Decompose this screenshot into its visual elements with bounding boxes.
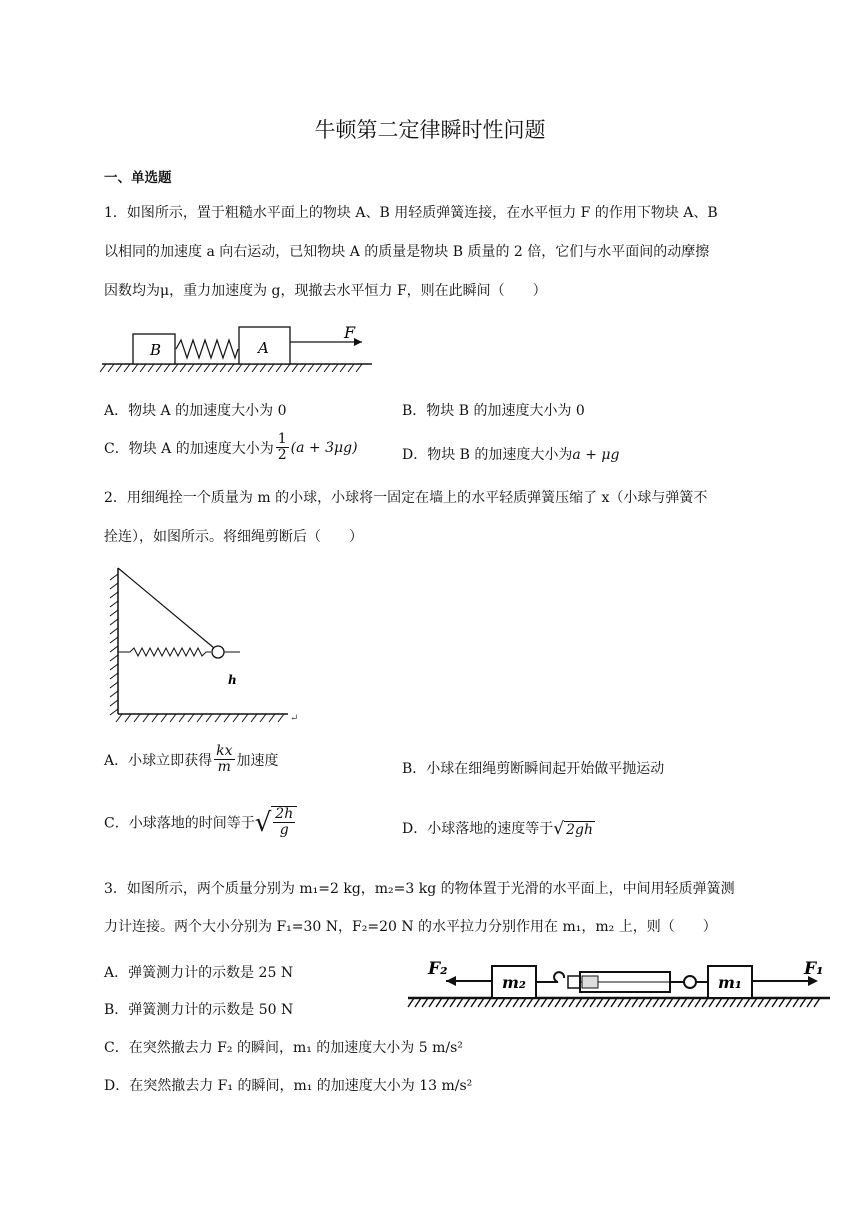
- label-m1: m₁: [718, 973, 742, 992]
- hatch-line: [110, 628, 118, 634]
- fraction-numerator: kx: [216, 743, 233, 759]
- q1-stem-line3: 因数均为μ，重力加速度为 g，现撤去水平恒力 F，则在此瞬间（ ）: [104, 283, 547, 299]
- hatch-line: [152, 714, 158, 722]
- hatch-line: [212, 364, 218, 372]
- sqrt-sign: √ $\frac{2h}{g}$: [255, 806, 298, 839]
- q1-option-d: [402, 444, 619, 464]
- hatch-line: [188, 364, 194, 372]
- fraction-denominator: g: [279, 822, 289, 839]
- hatch-line: [251, 714, 257, 722]
- hatch-line: [471, 998, 477, 1007]
- hatch-line: [632, 998, 638, 1007]
- q2-stem-line2: 拴连），如图所示。将细绳剪断后（ ）: [104, 529, 363, 545]
- return-mark: ↵: [290, 713, 299, 724]
- hatch-line: [132, 364, 138, 372]
- hatch-line: [110, 601, 118, 607]
- q1-option-b: B．物块 B 的加速度大小为 0: [402, 403, 585, 419]
- hatch-line: [779, 998, 785, 1007]
- hatch-line: [268, 364, 274, 372]
- hatch-line: [744, 998, 750, 1007]
- hatch-line: [148, 364, 154, 372]
- hatch-line: [534, 998, 540, 1007]
- hatch-line: [116, 714, 122, 722]
- hatch-line: [143, 714, 149, 722]
- q1-stem-line2: 以相同的加速度 a 向右运动，已知物块 A 的质量是物块 B 质量的 2 倍，它们与水平面间的动摩擦: [104, 244, 710, 260]
- hatch-line: [786, 998, 792, 1007]
- hatch-line: [134, 714, 140, 722]
- label-f: F: [344, 323, 356, 342]
- hatch-line: [269, 714, 275, 722]
- hatch-line: [110, 619, 118, 625]
- hatch-line: [188, 714, 194, 722]
- label-b: B: [150, 341, 162, 359]
- q2-figure-wall-spring-ball: [100, 560, 310, 730]
- hatch-line: [415, 998, 421, 1007]
- scale-pointer: [582, 976, 598, 988]
- hatch-line: [233, 714, 239, 722]
- hatch-line: [590, 998, 596, 1007]
- hatch-line: [228, 364, 234, 372]
- hatch-line: [292, 364, 298, 372]
- q3-option-a: A．弹簧测力计的示数是 25 N: [104, 965, 294, 981]
- q2-option-a-post: 加速度: [236, 752, 279, 769]
- hatch-line: [124, 364, 130, 372]
- hatch-line: [688, 998, 694, 1007]
- q2-option-c: [104, 806, 297, 839]
- hatch-line: [436, 998, 442, 1007]
- hatch-line: [179, 714, 185, 722]
- hatch-line: [772, 998, 778, 1007]
- hatch-line: [196, 364, 202, 372]
- hatch-line: [408, 998, 414, 1007]
- hatch-line: [340, 364, 346, 372]
- hatch-line: [597, 998, 603, 1007]
- hatch-line: [716, 998, 722, 1007]
- hatch-line: [276, 364, 282, 372]
- hook-curve: [554, 972, 564, 982]
- hatch-line: [300, 364, 306, 372]
- fraction-denominator: m: [217, 759, 231, 776]
- hatch-line: [110, 583, 118, 589]
- hatch-line: [180, 364, 186, 372]
- page-title: 牛顿第二定律瞬时性问题: [314, 118, 546, 142]
- hatch-line: [244, 364, 250, 372]
- hatch-line: [429, 998, 435, 1007]
- hatch-line: [464, 998, 470, 1007]
- arrow-head: [354, 338, 362, 346]
- hatch-line: [224, 714, 230, 722]
- hatch-line: [204, 364, 210, 372]
- hatch-line: [356, 364, 362, 372]
- hatch-line: [140, 364, 146, 372]
- hatch-line: [639, 998, 645, 1007]
- q3-stem-line1: 3．如图所示，两个质量分别为 m₁=2 kg，m₂=3 kg 的物体置于光滑的水平面上，中间用轻质弹簧测: [104, 881, 735, 897]
- hatch-line: [110, 691, 118, 697]
- q3-option-d: D．在突然撤去力 F₁ 的瞬间，m₁ 的加速度大小为 13 m/s²: [104, 1078, 473, 1094]
- hatch-line: [316, 364, 322, 372]
- hatch-line: [110, 655, 118, 661]
- hatch-line: [324, 364, 330, 372]
- hatch-line: [730, 998, 736, 1007]
- hatch-line: [110, 700, 118, 706]
- hatch-line: [284, 364, 290, 372]
- q1-option-c-text: C．物块 A 的加速度大小为: [104, 440, 274, 457]
- q3-option-c: C．在突然撤去力 F₂ 的瞬间，m₁ 的加速度大小为 5 m/s²: [104, 1040, 463, 1056]
- q1-option-a: A．物块 A 的加速度大小为 0: [104, 403, 287, 419]
- hatch-line: [197, 714, 203, 722]
- hatch-line: [422, 998, 428, 1007]
- hatch-line: [110, 646, 118, 652]
- hatch-line: [116, 364, 122, 372]
- hatch-line: [108, 364, 114, 372]
- hatch-line: [156, 364, 162, 372]
- hatch-line: [220, 364, 226, 372]
- hatch-line: [161, 714, 167, 722]
- hatch-line: [660, 998, 666, 1007]
- hatch-line: [618, 998, 624, 1007]
- q1-option-c-expr: (a + 3μg): [290, 439, 358, 456]
- hatch-line: [506, 998, 512, 1007]
- scale-collar: [568, 976, 580, 988]
- label-f1: F₁: [804, 959, 824, 979]
- hatch-line: [308, 364, 314, 372]
- hatch-line: [236, 364, 242, 372]
- hatch-line: [348, 364, 354, 372]
- hatch-line: [611, 998, 617, 1007]
- hatch-line: [555, 998, 561, 1007]
- q2-option-a: [104, 744, 279, 776]
- spring: [118, 648, 211, 656]
- hatch-line: [110, 592, 118, 598]
- hatch-line: [548, 998, 554, 1007]
- hatch-line: [252, 364, 258, 372]
- hatch-line: [695, 998, 701, 1007]
- hatch-line: [492, 998, 498, 1007]
- hatch-line: [110, 574, 118, 580]
- q1-option-c: [104, 432, 358, 464]
- fraction-denominator: 2: [277, 447, 287, 464]
- label-a: A: [258, 339, 269, 357]
- q2-option-d-text: D．小球落地的速度等于: [402, 821, 554, 837]
- hatch-line: [765, 998, 771, 1007]
- q3-figure-spring-scale: [406, 952, 832, 1012]
- hatch-line: [215, 714, 221, 722]
- hatch-line: [110, 610, 118, 616]
- spring: [176, 340, 238, 358]
- hatch-line: [709, 998, 715, 1007]
- hatch-line: [443, 998, 449, 1007]
- q2-stem-line1: 2．用细绳拴一个质量为 m 的小球，小球将一固定在墙上的水平轻质弹簧压缩了 x（小球与弹簧不: [104, 490, 708, 506]
- hatch-line: [702, 998, 708, 1007]
- hatch-line: [800, 998, 806, 1007]
- hatch-line: [653, 998, 659, 1007]
- hatch-line: [758, 998, 764, 1007]
- fraction-numerator: 1: [277, 431, 287, 447]
- hatch-line: [520, 998, 526, 1007]
- hatch-line: [681, 998, 687, 1007]
- q3-stem-line2: 力计连接。两个大小分别为 F₁=30 N，F₂=20 N 的水平拉力分别作用在 m₁，m₂ 上，则（ ）: [104, 919, 717, 935]
- label-m2: m₂: [502, 973, 526, 992]
- hatch-line: [206, 714, 212, 722]
- hatch-line: [667, 998, 673, 1007]
- hatch-line: [576, 998, 582, 1007]
- hatch-line: [125, 714, 131, 722]
- q1-option-d-text: D．物块 B 的加速度大小为: [402, 447, 573, 463]
- hatch-line: [751, 998, 757, 1007]
- sqrt-sign: √ 2gh: [553, 819, 593, 839]
- hatch-line: [100, 364, 106, 372]
- label-h: h: [228, 673, 237, 687]
- section-heading: 一、单选题: [104, 170, 172, 186]
- hatch-line: [807, 998, 813, 1007]
- ball: [212, 646, 224, 658]
- label-f2: F₂: [428, 959, 448, 979]
- hatch-line: [278, 714, 284, 722]
- hatch-line: [172, 364, 178, 372]
- q1-stem-line1: 1．如图所示，置于粗糙水平面上的物块 A、B 用轻质弹簧连接，在水平恒力 F 的作用下物块 A、B: [104, 205, 718, 221]
- hatch-line: [793, 998, 799, 1007]
- hatch-line: [110, 673, 118, 679]
- hatch-line: [457, 998, 463, 1007]
- hatch-line: [478, 998, 484, 1007]
- fraction-numerator: 2h: [275, 806, 294, 822]
- hatch-line: [674, 998, 680, 1007]
- q2-option-a-text: A．小球立即获得: [104, 752, 213, 769]
- hatch-line: [625, 998, 631, 1007]
- hatch-line: [260, 714, 266, 722]
- q1-figure-blocks-spring: [100, 320, 375, 376]
- q2-option-b: B．小球在细绳剪断瞬间起开始做平抛运动: [402, 761, 665, 777]
- hatch-line: [242, 714, 248, 722]
- hatch-line: [562, 998, 568, 1007]
- hatch-line: [527, 998, 533, 1007]
- hatch-line: [110, 664, 118, 670]
- q2-option-d: [402, 818, 595, 839]
- hatch-line: [485, 998, 491, 1007]
- hatch-line: [450, 998, 456, 1007]
- hatch-line: [583, 998, 589, 1007]
- hatch-line: [110, 637, 118, 643]
- hatch-line: [513, 998, 519, 1007]
- hatch-line: [332, 364, 338, 372]
- string: [118, 568, 214, 648]
- hatch-line: [569, 998, 575, 1007]
- q2-option-c-text: C．小球落地的时间等于: [104, 815, 255, 832]
- hatch-line: [110, 709, 118, 715]
- hatch-line: [814, 998, 820, 1007]
- hatch-line: [164, 364, 170, 372]
- scale-ring: [684, 976, 696, 988]
- hatch-line: [723, 998, 729, 1007]
- hatch-line: [499, 998, 505, 1007]
- hatch-line: [541, 998, 547, 1007]
- hatch-line: [170, 714, 176, 722]
- hatch-line: [260, 364, 266, 372]
- hatch-line: [646, 998, 652, 1007]
- q1-option-d-expr: a + μg: [572, 447, 620, 463]
- q3-option-b: B．弹簧测力计的示数是 50 N: [104, 1002, 294, 1018]
- hatch-line: [110, 682, 118, 688]
- hatch-line: [737, 998, 743, 1007]
- hatch-line: [604, 998, 610, 1007]
- q2-option-d-rad: 2gh: [566, 822, 593, 838]
